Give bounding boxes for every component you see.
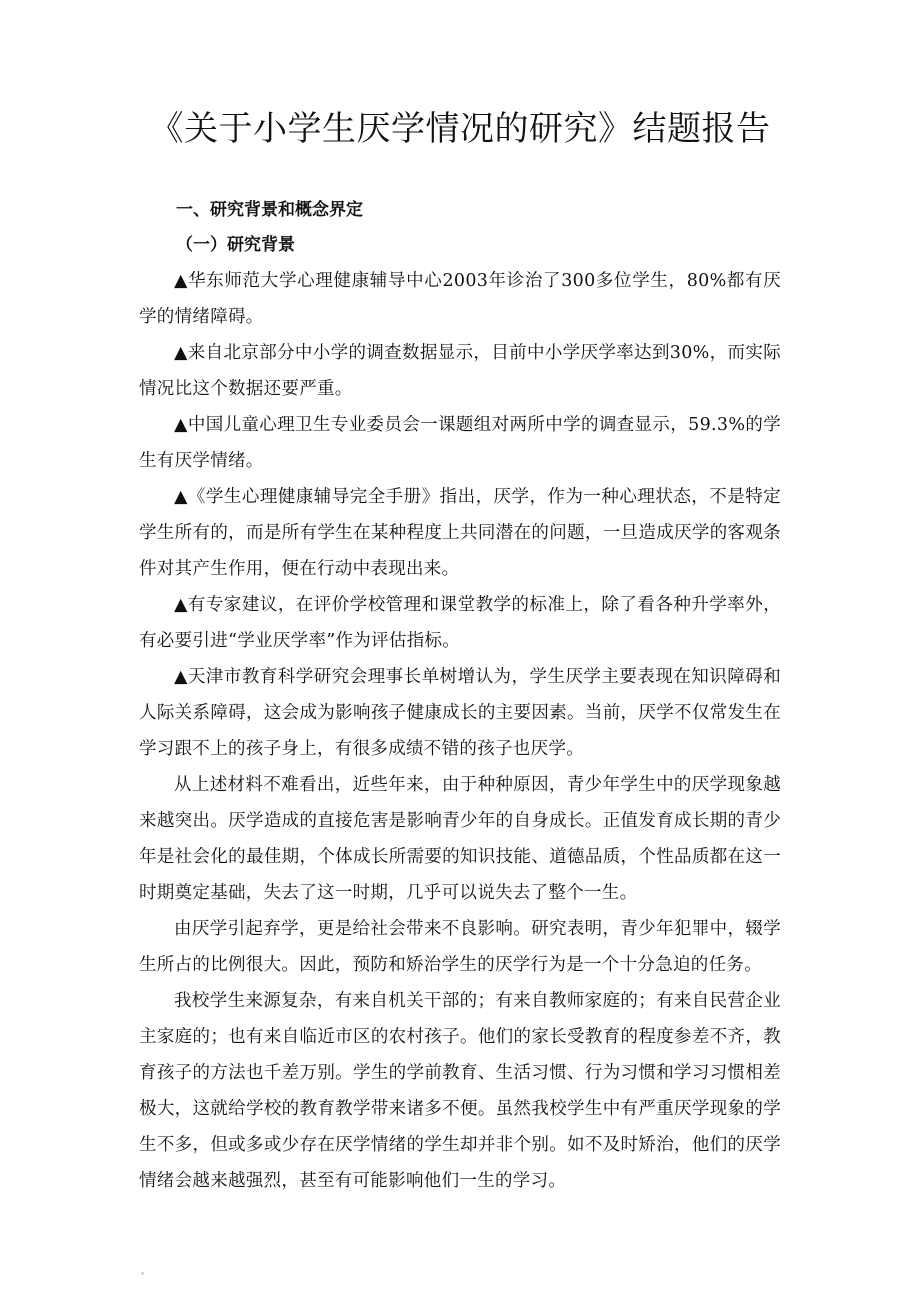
paragraph-handbook-quote: ▲《学生心理健康辅导完全手册》指出，厌学，作为一种心理状态，不是特定学生所有的，而是所有学生在某种程度上共同潜在的问题，一旦造成厌学的客观条件对其产生作用，便在行动中表现出来。 xyxy=(139,487,781,579)
page-footer-mark xyxy=(141,1272,144,1275)
paragraph-tianjin-research: ▲天津市教育科学研究会理事长单树增认为，学生厌学主要表现在知识障碍和人际关系障碍，这会成为影响孩子健康成长的主要因素。当前，厌学不仅常发生在学习跟不上的孩子身上，有很多成绩不错的孩子也厌学。 xyxy=(139,667,781,759)
paragraph-child-mental-health: ▲中国儿童心理卫生专业委员会一课题组对两所中学的调查显示，59.3%的学生有厌学情绪。 xyxy=(139,415,781,471)
paragraph-expert-suggestion: ▲有专家建议，在评价学校管理和课堂教学的标准上，除了看各种升学率外，有必要引进“学业厌学率”作为评估指标。 xyxy=(139,595,781,651)
paragraph-school-situation: 我校学生来源复杂，有来自机关干部的；有来自教师家庭的；有来自民营企业主家庭的；也有来自临近市区的农村孩子。他们的家长受教育的程度参差不齐，教育孩子的方法也千差万别。学生的学前教育、生活习惯、行为习惯和学习习惯相差极大，这就给学校的教育教学带来诸多不便。虽然我校学生中有严重厌学现象的学生不多，但或多或少存在厌学情绪的学生却并非个别。如不及时矫治，他们的厌学情绪会越来越强烈，甚至有可能影响他们一生的学习。 xyxy=(139,991,781,1191)
section-heading-background: 一、研究背景和概念界定 xyxy=(176,200,363,220)
body-text xyxy=(139,263,781,1199)
document-title: 《关于小学生厌学情况的研究》结题报告 xyxy=(149,109,771,149)
subsection-heading-research-background: （一）研究背景 xyxy=(176,235,295,255)
paragraph-ecnu-stat: ▲华东师范大学心理健康辅导中心2003年诊治了300多位学生，80%都有厌学的情绪障碍。 xyxy=(139,271,781,327)
paragraph-dropout: 由厌学引起弃学，更是给社会带来不良影响。研究表明，青少年犯罪中，辍学生所占的比例很大。因此，预防和矫治学生的厌学行为是一个十分急迫的任务。 xyxy=(139,919,781,975)
paragraph-beijing-survey: ▲来自北京部分中小学的调查数据显示，目前中小学厌学率达到30%，而实际情况比这个数据还要严重。 xyxy=(139,343,781,399)
paragraph-summary: 从上述材料不难看出，近些年来，由于种种原因，青少年学生中的厌学现象越来越突出。厌学造成的直接危害是影响青少年的自身成长。正值发育成长期的青少年是社会化的最佳期，个体成长所需要的知识技能、道德品质，个性品质都在这一时期奠定基础，失去了这一时期，几乎可以说失去了整个一生。 xyxy=(139,775,781,903)
